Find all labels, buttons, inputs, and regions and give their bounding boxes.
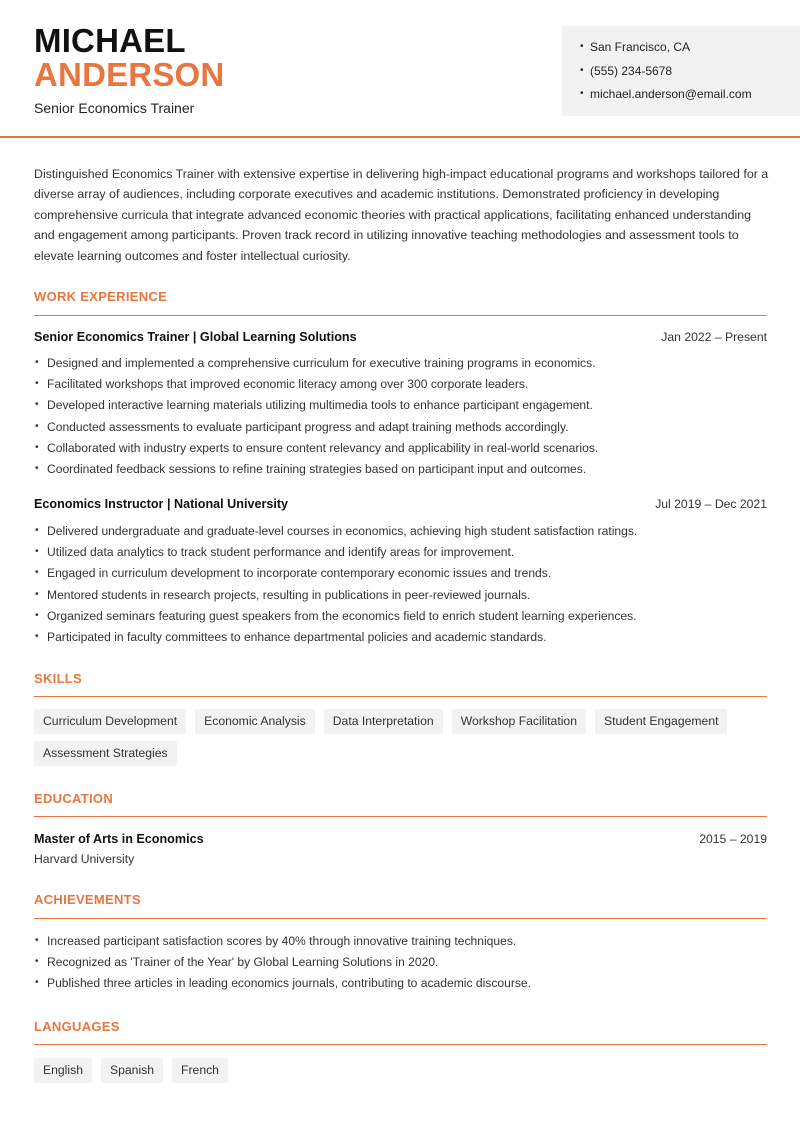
list-item: • Designed and implemented a comprehensive curriculum for executive training programs in economics. xyxy=(35,356,596,370)
job-dates: Jul 2019 – Dec 2021 xyxy=(655,497,767,511)
contact-phone: • (555) 234-5678 xyxy=(580,63,673,78)
job-header xyxy=(34,497,767,511)
list-item: • Utilized data analytics to track student performance and identify areas for improvement. xyxy=(35,545,515,560)
summary-paragraph: Distinguished Economics Trainer with extensive expertise in delivering high-impact educational programs and workshops tailored for a diverse array of audiences, including corporate executives and academic institutions. Demonstrated proficiency in developing comprehensive curricula that integrate advanced economic theories with practical applications, facilitating enhanced understanding and engagement among participants. Proven track record in utilizing innovative teaching methodologies and assessment tools to elevate learning outcomes and foster intellectual curiosity. xyxy=(34,167,769,263)
resume-header xyxy=(0,0,800,138)
contact-email: • michael.anderson@email.com xyxy=(580,87,752,101)
language-chip: French xyxy=(172,1058,228,1083)
bullet-icon: • xyxy=(580,41,584,52)
job-bullets xyxy=(34,523,774,650)
skills-list xyxy=(34,709,774,766)
list-item: • Delivered undergraduate and graduate-level courses in economics, achieving high student satisfaction ratings. xyxy=(35,524,638,538)
list-item: • Participated in faculty committees to enhance departmental policies and academic standards. xyxy=(35,629,547,644)
section-divider xyxy=(34,816,767,817)
list-item: • Organized seminars featuring guest speakers from the economics field to enrich student learning experiences. xyxy=(35,608,637,623)
section-title-work: WORK EXPERIENCE xyxy=(34,289,168,304)
list-item: • Conducted assessments to evaluate participant progress and adapt training methods accordingly. xyxy=(35,419,569,434)
job-title: Senior Economics Trainer xyxy=(34,100,195,116)
section-title-skills: SKILLS xyxy=(34,671,83,686)
section-divider xyxy=(34,1044,767,1045)
job-dates: Jan 2022 – Present xyxy=(661,330,767,344)
language-chip: English xyxy=(34,1058,92,1083)
bullet-icon: • xyxy=(580,64,584,76)
list-item: • Coordinated feedback sessions to refine training strategies based on participant input and outcomes. xyxy=(35,461,587,476)
list-item: • Developed interactive learning materials utilizing multimedia tools to enhance participant engagement. xyxy=(35,398,593,413)
job-heading: Economics Instructor | National University xyxy=(34,497,289,511)
section-divider xyxy=(34,696,767,697)
list-item: • Collaborated with industry experts to ensure content relevancy and applicability in real-world scenarios. xyxy=(35,440,599,455)
education-school: Harvard University xyxy=(34,852,135,866)
first-name: MICHAEL xyxy=(34,22,186,59)
section-title-languages: LANGUAGES xyxy=(34,1019,120,1034)
skill-chip: Curriculum Development xyxy=(34,709,186,734)
contact-box xyxy=(562,26,800,116)
list-item: • Increased participant satisfaction scores by 40% through innovative training techniques. xyxy=(35,934,517,948)
list-item: • Engaged in curriculum development to incorporate contemporary economic issues and trends. xyxy=(35,566,552,581)
section-title-education: EDUCATION xyxy=(34,791,114,806)
list-item: • Published three articles in leading economics journals, contributing to academic discourse. xyxy=(35,976,532,991)
languages-list xyxy=(34,1058,774,1083)
list-item: • Facilitated workshops that improved economic literacy among over 300 corporate leaders. xyxy=(35,377,529,392)
achievements-list xyxy=(34,933,774,997)
job-heading: Senior Economics Trainer | Global Learning Solutions xyxy=(34,330,357,344)
skill-chip: Workshop Facilitation xyxy=(452,709,586,734)
section-divider xyxy=(34,315,767,316)
education-degree: Master of Arts in Economics xyxy=(34,832,204,846)
skill-chip: Student Engagement xyxy=(595,709,728,734)
language-chip: Spanish xyxy=(101,1058,163,1083)
skill-chip: Economic Analysis xyxy=(195,709,315,734)
last-name: ANDERSON xyxy=(34,56,225,93)
job-bullets xyxy=(34,355,774,482)
section-title-achievements: ACHIEVEMENTS xyxy=(34,892,141,907)
skill-chip: Assessment Strategies xyxy=(34,741,177,766)
bullet-icon: • xyxy=(580,88,584,99)
skill-chip: Data Interpretation xyxy=(324,709,443,734)
list-item: • Mentored students in research projects, resulting in publications in peer-reviewed journals. xyxy=(35,587,531,602)
job-header xyxy=(34,330,767,344)
contact-location: • San Francisco, CA xyxy=(580,40,691,54)
education-dates: 2015 – 2019 xyxy=(699,832,767,846)
list-item: • Recognized as 'Trainer of the Year' by Global Learning Solutions in 2020. xyxy=(35,955,439,970)
section-divider xyxy=(34,918,767,919)
